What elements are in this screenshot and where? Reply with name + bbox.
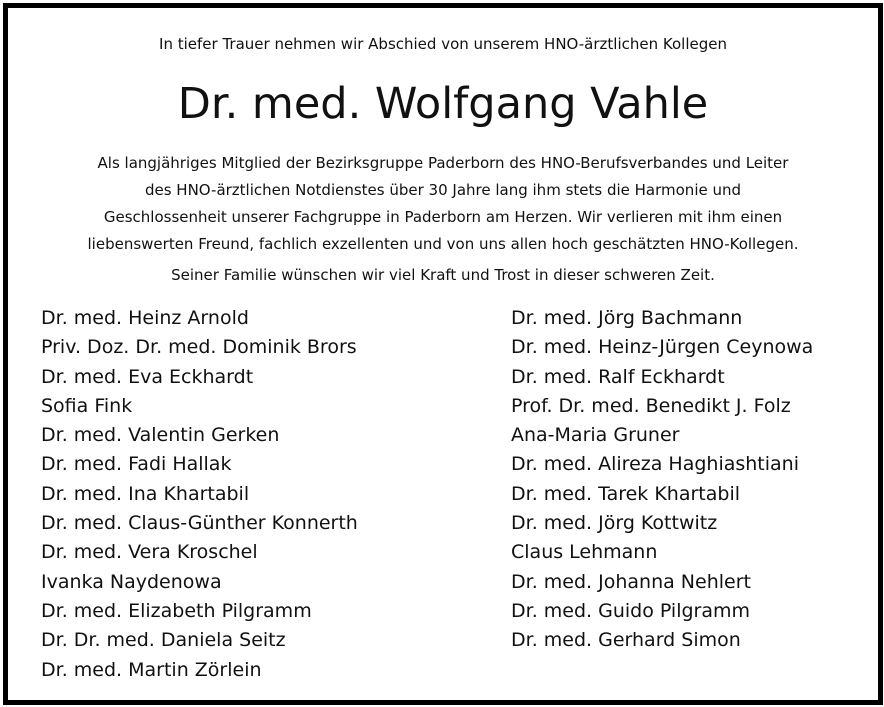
tribute-paragraph (8, 150, 878, 258)
signatory-name: Claus Lehmann (511, 541, 658, 564)
signatory-name: Dr. med. Tarek Khartabil (511, 482, 741, 505)
signatories-left-column (41, 304, 358, 685)
signatory-name: Dr. med. Eva Eckhardt (41, 365, 254, 388)
signatory-name: Ivanka Naydenowa (41, 570, 222, 593)
signatory-name: Dr. med. Martin Zörlein (41, 658, 262, 681)
signatory-name: Dr. med. Elizabeth Pilgramm (41, 599, 312, 622)
signatory-name: Ana-Maria Gruner (511, 424, 680, 447)
signatory-name: Sofia Fink (41, 394, 133, 417)
tribute-line: Als langjähriges Mitglied der Bezirksgruppe Paderborn des HNO-Berufsverbandes und Leiter (97, 154, 789, 172)
condolence-wish: Seiner Familie wünschen wir viel Kraft und Trost in dieser schweren Zeit. (171, 266, 715, 284)
signatory-name: Dr. med. Jörg Kottwitz (511, 512, 718, 535)
tribute-line: Geschlossenheit unserer Fachgruppe in Paderborn am Herzen. Wir verlieren mit ihm einen (103, 208, 783, 226)
obituary-frame (3, 3, 883, 705)
tribute-line: des HNO-ärztlichen Notdienstes über 30 Jahre lang ihm stets die Harmonie und (144, 181, 742, 199)
tribute-line: liebenswerten Freund, fachlich exzellenten und von uns allen hoch geschätzten HNO-Kollegen. (87, 235, 799, 253)
signatory-name: Dr. med. Alireza Haghiashtiani (511, 453, 799, 476)
signatory-name: Dr. med. Valentin Gerken (41, 424, 280, 447)
signatory-name: Dr. med. Claus-Günther Konnerth (41, 512, 358, 535)
signatory-name: Dr. med. Gerhard Simon (511, 629, 741, 652)
signatory-name: Dr. med. Heinz Arnold (41, 307, 249, 329)
signatory-name: Dr. med. Johanna Nehlert (511, 570, 751, 593)
signatory-name: Dr. med. Ralf Eckhardt (511, 365, 725, 388)
signatories-right-column (511, 304, 813, 656)
signatory-name: Prof. Dr. med. Benedikt J. Folz (511, 394, 791, 417)
signatory-name: Dr. med. Ina Khartabil (41, 482, 250, 505)
signatory-name: Dr. med. Fadi Hallak (41, 453, 232, 476)
signatory-name: Dr. med. Heinz-Jürgen Ceynowa (511, 336, 814, 359)
deceased-name: Dr. med. Wolfgang Vahle (177, 79, 709, 129)
signatory-name: Dr. med. Vera Kroschel (41, 541, 258, 564)
intro-text: In tiefer Trauer nehmen wir Abschied von unserem HNO-ärztlichen Kollegen (159, 35, 727, 53)
signatory-name: Dr. Dr. med. Daniela Seitz (41, 629, 286, 652)
signatory-name: Dr. med. Jörg Bachmann (511, 307, 743, 329)
signatory-name: Dr. med. Guido Pilgramm (511, 599, 751, 622)
signatory-name: Priv. Doz. Dr. med. Dominik Brors (41, 336, 357, 359)
